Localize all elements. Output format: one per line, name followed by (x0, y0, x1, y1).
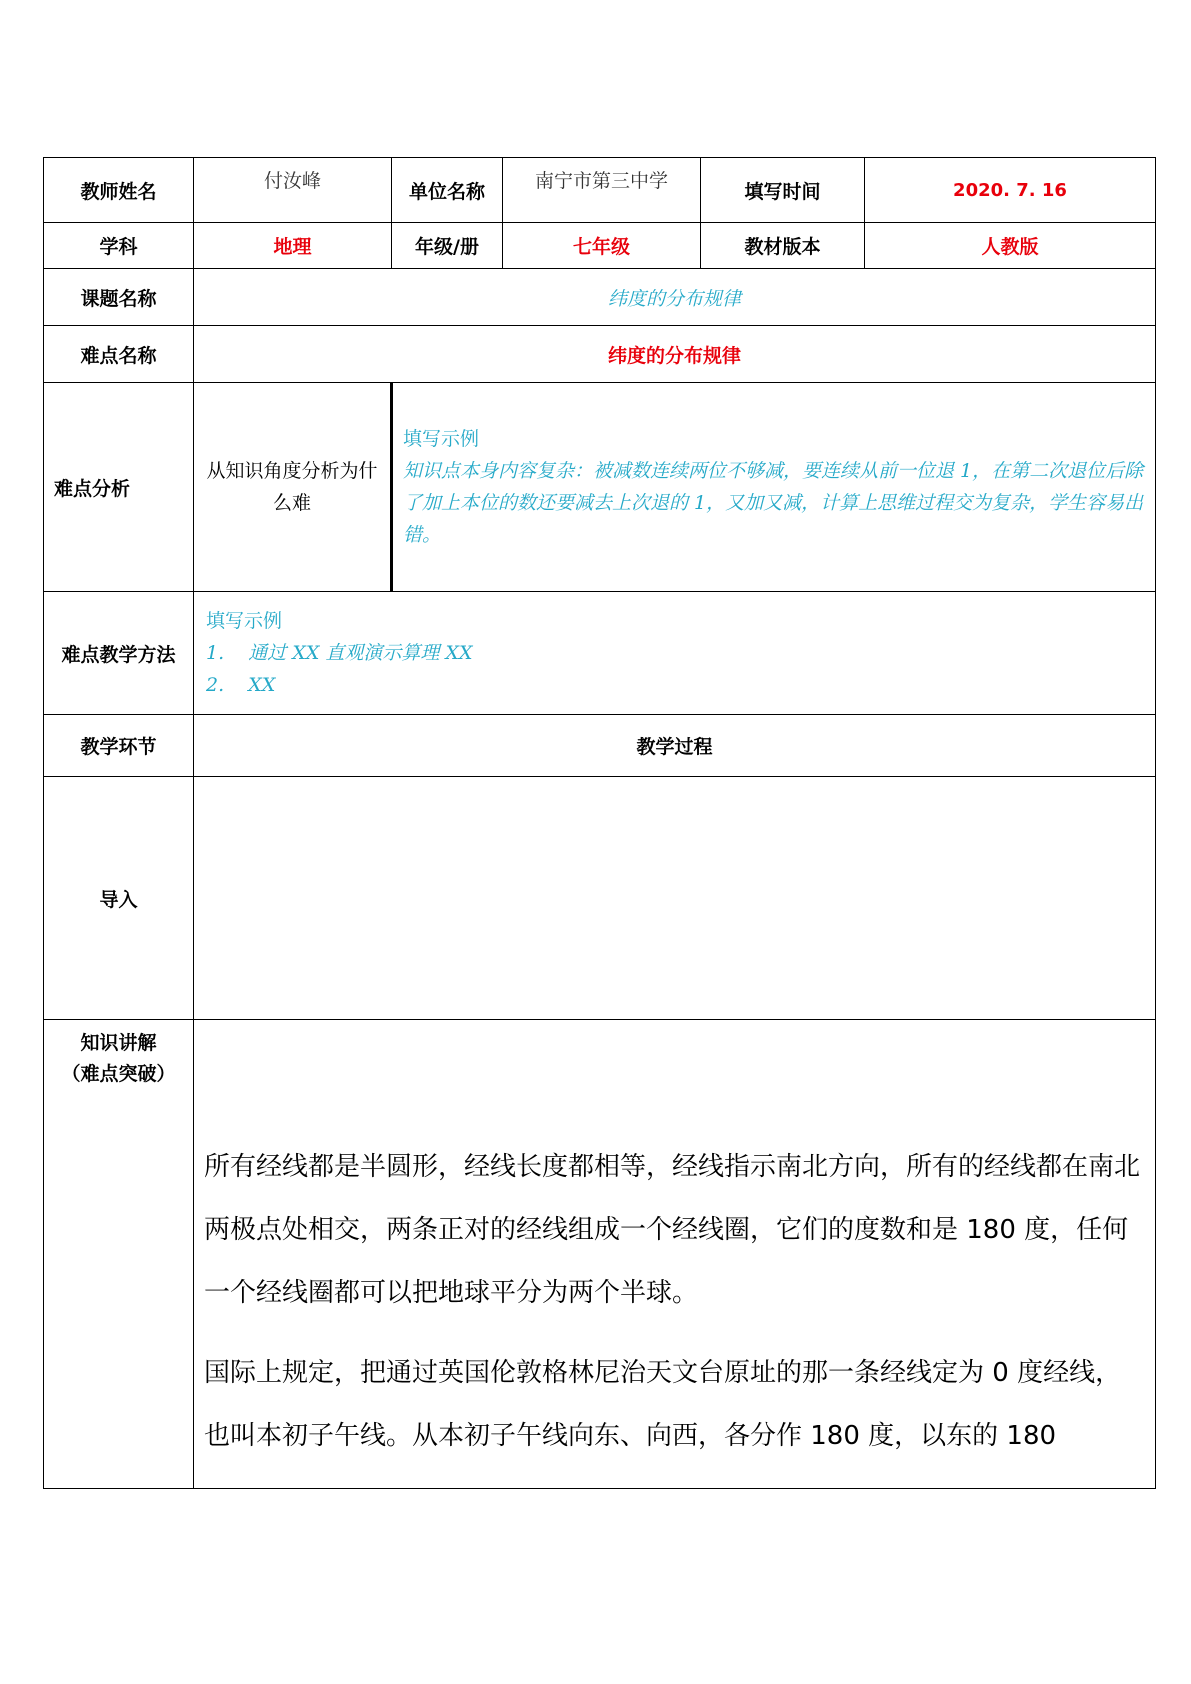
date-label: 填写时间 (701, 158, 865, 223)
unit-name-label: 单位名称 (392, 158, 503, 223)
teacher-name-value: 付汝峰 (194, 158, 392, 223)
topic-label: 课题名称 (44, 269, 194, 326)
analysis-row (44, 383, 1156, 592)
date-value: 2020. 7. 16 (865, 158, 1156, 223)
method-label: 难点教学方法 (44, 592, 194, 715)
process-header-row (44, 715, 1156, 777)
knowledge-label-line1: 知识讲解 (80, 1032, 157, 1054)
analysis-example-title: 填写示例 (403, 428, 480, 450)
edition-value: 人教版 (865, 223, 1156, 269)
intro-content (194, 777, 1156, 1020)
intro-row (44, 777, 1156, 1020)
method-content (194, 592, 1156, 715)
subject-label: 学科 (44, 223, 194, 269)
analysis-label: 难点分析 (44, 383, 194, 592)
process-stage-label: 教学环节 (44, 715, 194, 777)
analysis-example-text: 知识点本身内容复杂：被减数连续两位不够减，要连续从前一位退 1，在第二次退位后除了加上本位的数还要减去上次退的 1，又加又减，计算上思维过程交为复杂，学生容易出错。 (403, 460, 1144, 546)
unit-name-value: 南宁市第三中学 (503, 158, 701, 223)
topic-value: 纬度的分布规律 (194, 269, 1156, 326)
header-row-2 (44, 223, 1156, 269)
knowledge-label-line2: （难点突破） (61, 1063, 176, 1085)
grade-value: 七年级 (503, 223, 701, 269)
analysis-content (392, 383, 1156, 592)
teacher-name-label: 教师姓名 (44, 158, 194, 223)
method-example-title: 填写示例 (206, 610, 283, 632)
knowledge-paragraph: 国际上规定，把通过英国伦敦格林尼治天文台原址的那一条经线定为 0 度经线，也叫本初子午线。从本初子午线向东、向西，各分作 180 度，以东的 180 (204, 1358, 1122, 1451)
knowledge-row (44, 1020, 1156, 1489)
lesson-plan-table (43, 157, 1156, 1489)
knowledge-label (44, 1020, 194, 1489)
topic-row (44, 269, 1156, 326)
difficulty-row (44, 326, 1156, 383)
intro-label: 导入 (44, 777, 194, 1020)
grade-label: 年级/册 (392, 223, 503, 269)
subject-value: 地理 (194, 223, 392, 269)
difficulty-value: 纬度的分布规律 (194, 326, 1156, 383)
header-row-1 (44, 158, 1156, 223)
analysis-sub-label: 从知识角度分析为什么难 (194, 383, 392, 592)
knowledge-content (194, 1020, 1156, 1489)
method-item: 2. XX (206, 674, 276, 696)
method-row (44, 592, 1156, 715)
knowledge-paragraph: 所有经线都是半圆形，经线长度都相等，经线指示南北方向，所有的经线都在南北两极点处相交，两条正对的经线组成一个经线圈，它们的度数和是 180 度，任何一个经线圈都可以把地球平分为两个半球。 (204, 1152, 1141, 1308)
process-label: 教学过程 (194, 715, 1156, 777)
method-item: 1. 通过 XX 直观演示算理 XX (206, 642, 473, 664)
edition-label: 教材版本 (701, 223, 865, 269)
difficulty-label: 难点名称 (44, 326, 194, 383)
